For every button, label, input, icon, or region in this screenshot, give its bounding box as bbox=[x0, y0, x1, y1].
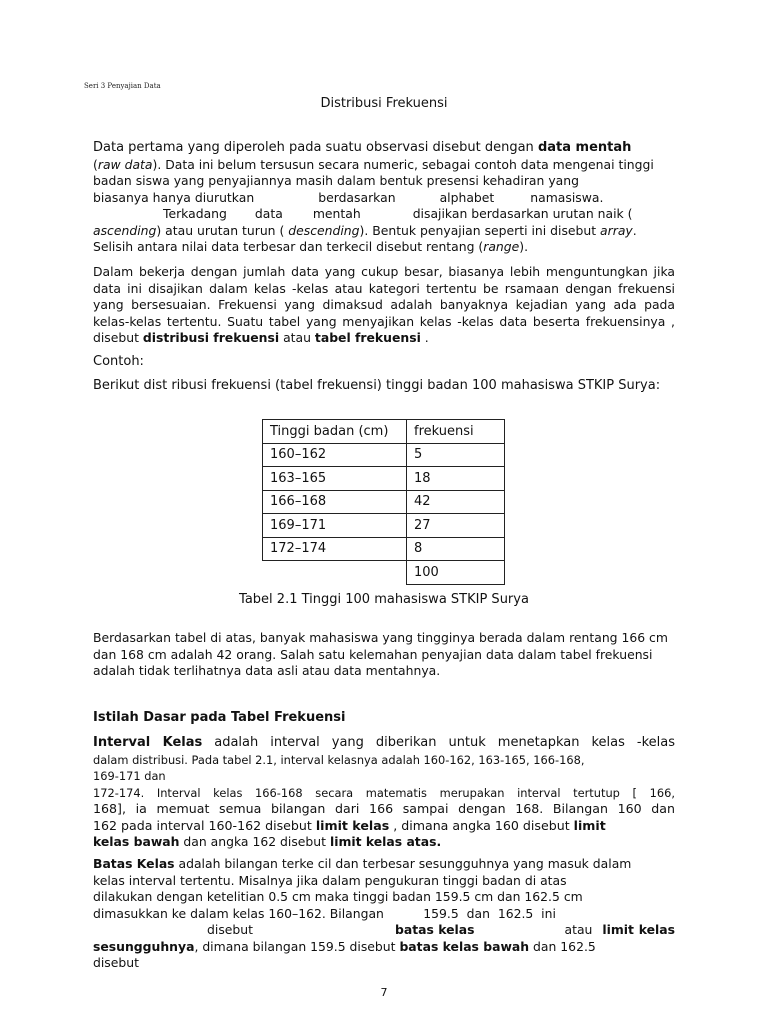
cell-total: 100 bbox=[407, 561, 505, 585]
header-frekuensi: frekuensi bbox=[407, 420, 505, 444]
p1-line-7: Selisih antara nilai data terbesar dan terkecil disebut rentang (range). bbox=[93, 239, 529, 254]
table-header-row bbox=[263, 420, 505, 444]
cell-frequency: 42 bbox=[407, 490, 505, 514]
cell-interval: 166–168 bbox=[263, 490, 407, 514]
frequency-table bbox=[262, 419, 505, 585]
p5-line-5 bbox=[93, 922, 675, 939]
table-row bbox=[263, 443, 505, 467]
paragraph-kelemahan: Berdasarkan tabel di atas, banyak mahasiswa yang tingginya berada dalam rentang 166 cm dan 168 cm adalah 42 orang. Salah satu kelemahan penyajian data dalam tabel frekuensi adalah tidak terlihatnya data asli atau data mentahnya. bbox=[93, 630, 668, 678]
section-heading: Istilah Dasar pada Tabel Frekuensi bbox=[93, 710, 346, 725]
p4-line-4: 172-174. Interval kelas 166-168 secara matematis merupakan interval tertutup [ 166, bbox=[93, 785, 675, 800]
table-row bbox=[263, 467, 505, 491]
p5-line-1: Batas Kelas adalah bilangan terke cil dan terbesar sesungguhnya yang masuk dalam bbox=[93, 856, 632, 871]
page-number: 7 bbox=[380, 986, 388, 999]
p5-line-4: dimasukkan ke dalam kelas 160–162. Bilangan 159.5 dan 162.5 ini bbox=[93, 905, 556, 921]
paragraph-data-mentah bbox=[93, 140, 675, 256]
series-header: Seri 3 Penyajian Data bbox=[84, 82, 161, 90]
table-total-row bbox=[263, 561, 505, 585]
p1-line-4: biasanya hanya diurutkan berdasarkan alphabet namasiswa. bbox=[93, 189, 604, 205]
p4-line-5: 168], ia memuat semua bilangan dari 166 sampai dengan 168. Bilangan 160 dan bbox=[93, 801, 675, 816]
header-tinggi: Tinggi badan (cm) bbox=[263, 420, 407, 444]
cell-frequency: 18 bbox=[407, 467, 505, 491]
p1-line-2: (raw data). Data ini belum tersusun secara numeric, sebagai contoh data mengenai tinggi bbox=[93, 156, 654, 172]
cell-blank bbox=[263, 561, 407, 585]
p4-line-7: kelas bawah dan angka 162 disebut limit kelas atas. bbox=[93, 834, 442, 849]
table-row bbox=[263, 537, 505, 561]
p1-line-1: Data pertama yang diperoleh pada suatu observasi disebut dengan data mentah bbox=[93, 140, 632, 155]
p1-line-3: badan siswa yang penyajiannya masih dalam bentuk presensi kehadiran yang bbox=[93, 173, 579, 188]
table-row bbox=[263, 490, 505, 514]
cell-interval: 163–165 bbox=[263, 467, 407, 491]
p4-line-1: Interval Kelas adalah interval yang diberikan untuk menetapkan kelas -kelas bbox=[93, 735, 675, 750]
p5-line-6: sesungguhnya, dimana bilangan 159.5 disebut batas kelas bawah dan 162.5 bbox=[93, 938, 596, 954]
p5-line-7: disebut bbox=[93, 955, 139, 970]
cell-frequency: 8 bbox=[407, 537, 505, 561]
contoh-label: Contoh: bbox=[93, 354, 144, 369]
p1-line-5: Terkadang data mentah disajikan berdasarkan urutan naik ( bbox=[163, 206, 633, 221]
p5-line-2: kelas interval tertentu. Misalnya jika dalam pengukuran tinggi badan di atas bbox=[93, 872, 567, 888]
paragraph-interval-kelas bbox=[93, 735, 675, 851]
cell-interval: 169–171 bbox=[263, 514, 407, 538]
p4-line-6: 162 pada interval 160-162 disebut limit kelas , dimana angka 160 disebut limit bbox=[93, 817, 606, 833]
p5-line-3: dilakukan dengan ketelitian 0.5 cm maka tinggi badan 159.5 cm dan 162.5 cm bbox=[93, 889, 583, 904]
p4-line-2: dalam distribusi. Pada tabel 2.1, interval kelasnya adalah 160-162, 163-165, 166-168, bbox=[93, 752, 585, 767]
p1-line-6: ascending) atau urutan turun ( descending). Bentuk penyajian seperti ini disebut array. bbox=[93, 222, 637, 238]
paragraph-batas-kelas bbox=[93, 856, 675, 972]
cell-interval: 172–174 bbox=[263, 537, 407, 561]
p5-limit-kelas: limit kelas bbox=[602, 922, 675, 937]
p5-batas-kelas: batas kelas bbox=[395, 922, 475, 937]
table-row bbox=[263, 514, 505, 538]
p4-line-3: 169-171 dan bbox=[93, 769, 166, 783]
cell-frequency: 27 bbox=[407, 514, 505, 538]
table-caption: Tabel 2.1 Tinggi 100 mahasiswa STKIP Surya bbox=[239, 592, 529, 607]
p5-disebut: disebut bbox=[207, 922, 253, 937]
cell-frequency: 5 bbox=[407, 443, 505, 467]
cell-interval: 160–162 bbox=[263, 443, 407, 467]
page-title: Distribusi Frekuensi bbox=[320, 96, 448, 111]
table-intro: Berikut dist ribusi frekuensi (tabel frekuensi) tinggi badan 100 mahasiswa STKIP Surya: bbox=[93, 378, 661, 393]
paragraph-distribusi: Dalam bekerja dengan jumlah data yang cukup besar, biasanya lebih menguntungkan jika data ini disajikan dalam kelas -kelas atau kategori tertentu be rsamaan dengan frekuensi yang bersesuaian. Frekuensi yang dimaksud adalah banyaknya kejadian yang ada pada kelas-kelas tertentu. Suatu tabel yang menyajikan kelas -kelas data beserta frekuensinya , disebut distribusi frekuensi atau tabel frekuensi . bbox=[93, 264, 675, 345]
p5-atau: atau bbox=[564, 922, 593, 937]
